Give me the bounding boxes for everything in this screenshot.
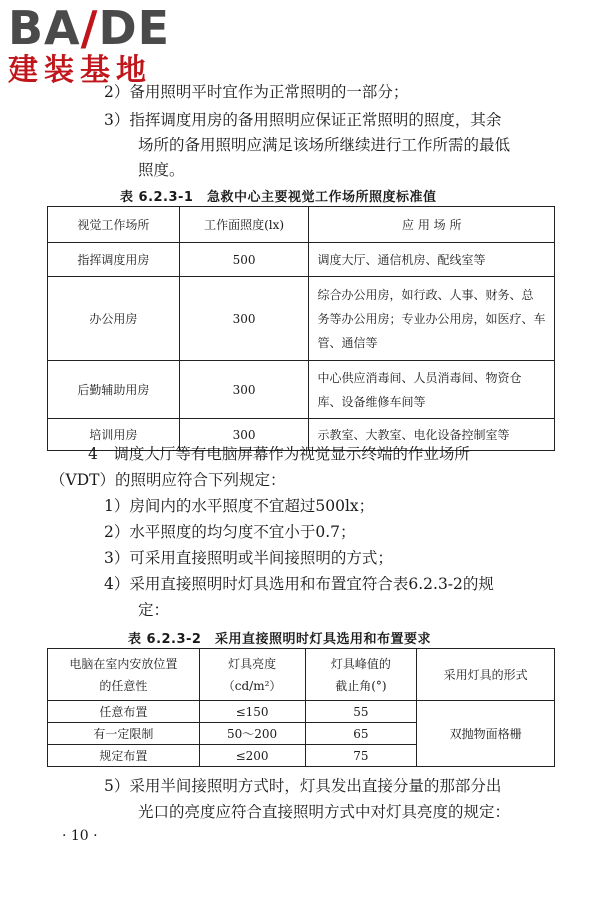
column-header: 采用灯具的形式 xyxy=(417,649,555,701)
cell-position: 有一定限制 xyxy=(48,723,200,745)
cell-position: 任意布置 xyxy=(48,701,200,723)
column-header: 应 用 场 所 xyxy=(309,207,555,243)
cell-place: 办公用房 xyxy=(48,277,180,361)
cell-luminance: ≤200 xyxy=(199,745,305,767)
paragraph-line: 3）指挥调度用房的备用照明应保证正常照明的照度，其余 xyxy=(104,111,502,129)
table-header-row xyxy=(48,207,555,243)
list-item: 2）水平照度的均匀度不宜小于0.7； xyxy=(104,523,356,541)
logo-wordmark: BA/DE xyxy=(8,1,171,55)
cell-place: 培训用房 xyxy=(48,419,180,451)
column-header: 视觉工作场所 xyxy=(48,207,180,243)
cell-lux: 300 xyxy=(179,277,309,361)
paragraph-line: 场所的备用照明应满足该场所继续进行工作所需的最低 xyxy=(138,136,511,154)
illuminance-table xyxy=(47,206,555,451)
brand-logo xyxy=(8,1,178,88)
cell-lux: 300 xyxy=(179,361,309,419)
list-item: 5）采用半间接照明方式时，灯具发出直接分量的那部分出 xyxy=(104,777,502,795)
table-row xyxy=(48,277,555,361)
list-item: 3）可采用直接照明或半间接照明的方式； xyxy=(104,549,393,567)
column-header: 电脑在室内安放位置 的任意性 xyxy=(48,649,200,701)
cell-angle: 65 xyxy=(305,723,417,745)
luminaire-table xyxy=(47,648,555,767)
cell-luminance: 50～200 xyxy=(199,723,305,745)
column-header: 灯具亮度 （cd/m²） xyxy=(199,649,305,701)
table-row xyxy=(48,701,555,723)
cell-place: 后勤辅助用房 xyxy=(48,361,180,419)
cell-position: 规定布置 xyxy=(48,745,200,767)
column-header: 灯具峰值的 截止角(°) xyxy=(305,649,417,701)
list-item: 定： xyxy=(138,601,170,619)
column-header: 工作面照度(lx) xyxy=(179,207,309,243)
page-number: · 10 · xyxy=(62,828,98,844)
cell-lux: 500 xyxy=(179,243,309,277)
cell-lux: 300 xyxy=(179,419,309,451)
paragraph-line: 2）备用照明平时宜作为正常照明的一部分； xyxy=(104,83,409,101)
cell-angle: 55 xyxy=(305,701,417,723)
cell-use: 综合办公用房，如行政、人事、财务、总 务等办公用房；专业办公用房，如医疗、车 管、通信等 xyxy=(309,277,555,361)
list-item: 光口的亮度应符合直接照明方式中对灯具亮度的规定： xyxy=(138,803,511,821)
table-row xyxy=(48,243,555,277)
paragraph-line: 照度。 xyxy=(138,161,185,179)
list-item: 4）采用直接照明时灯具选用和布置宜符合表6.2.3-2的规 xyxy=(104,575,494,593)
paragraph-line: 4 调度大厅等有电脑屏幕作为视觉显示终端的作业场所 xyxy=(88,445,470,463)
logo-chinese: 建装基地 xyxy=(8,53,152,88)
cell-use: 示教室、大教室、电化设备控制室等 xyxy=(309,419,555,451)
cell-luminance: ≤150 xyxy=(199,701,305,723)
list-item: 1）房间内的水平照度不宜超过500lx； xyxy=(104,497,375,515)
table2-caption: 表 6.2.3-2 采用直接照明时灯具选用和布置要求 xyxy=(128,632,431,647)
table-header-row xyxy=(48,649,555,701)
cell-use: 中心供应消毒间、人员消毒间、物资仓 库、设备维修车间等 xyxy=(309,361,555,419)
paragraph-line: （VDT）的照明应符合下列规定： xyxy=(50,471,286,489)
cell-place: 指挥调度用房 xyxy=(48,243,180,277)
table1-caption: 表 6.2.3-1 急救中心主要视觉工作场所照度标准值 xyxy=(120,190,437,205)
cell-angle: 75 xyxy=(305,745,417,767)
table-row xyxy=(48,361,555,419)
cell-fixture: 双抛物面格栅 xyxy=(417,701,555,767)
cell-use: 调度大厅、通信机房、配线室等 xyxy=(309,243,555,277)
